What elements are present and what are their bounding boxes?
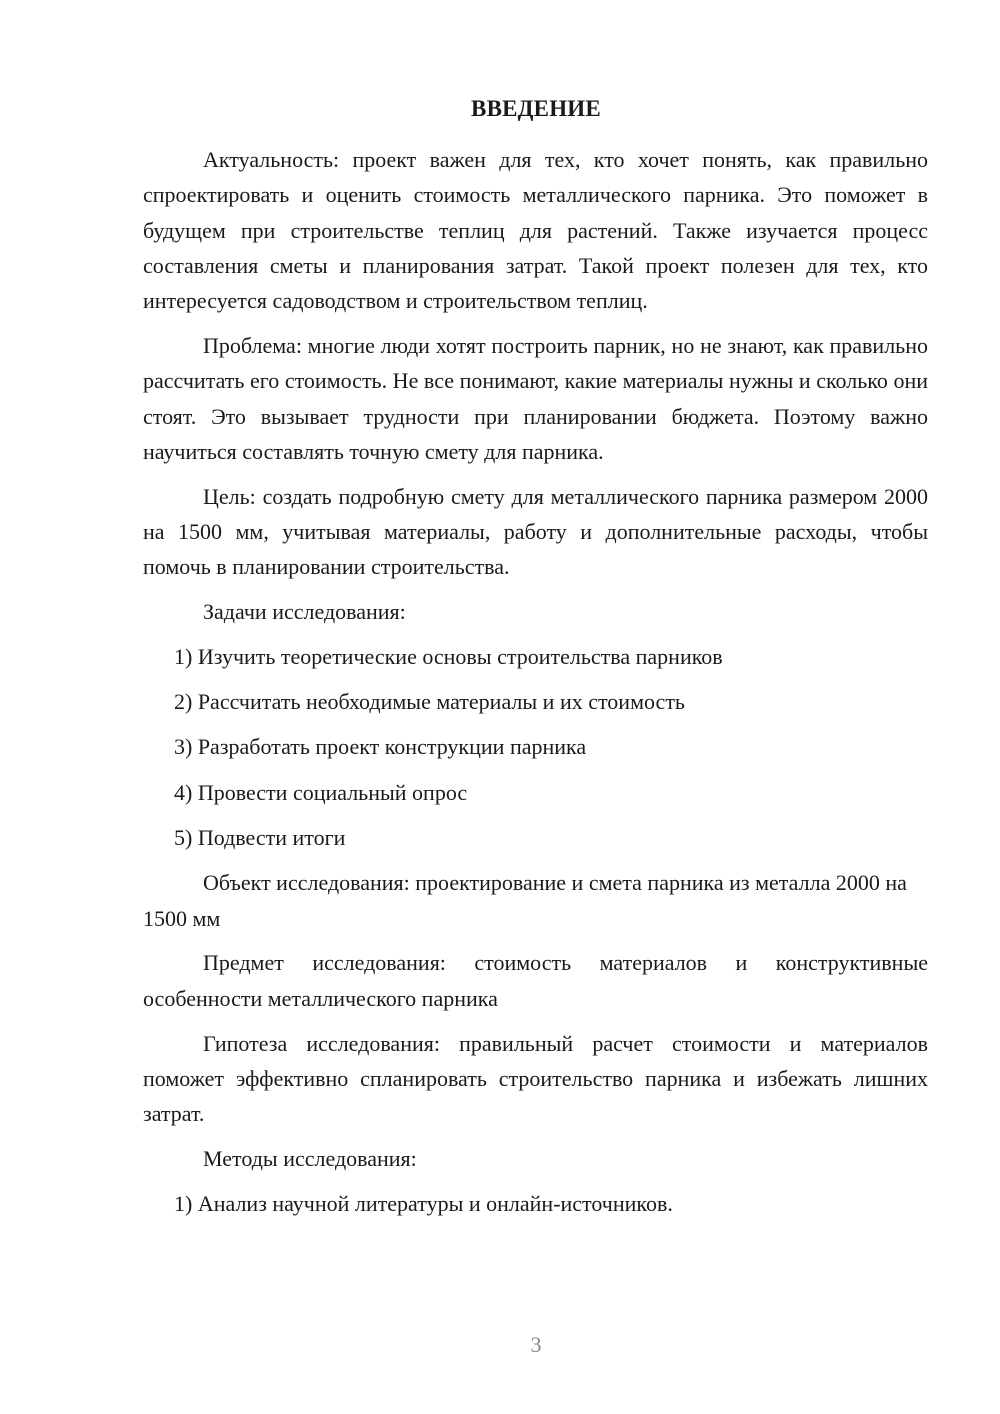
task-item: 2) Рассчитать необходимые материалы и их стоимость — [174, 689, 685, 715]
task-item: 1) Изучить теоретические основы строительства парников — [174, 643, 723, 669]
object-paragraph: Объект исследования: проектирование и смета парника из металла 2000 на 1500 мм — [143, 870, 907, 931]
problem-paragraph: Проблема: многие люди хотят построить парник, но не знают, как правильно рассчитать его стоимость. Не все понимают, какие материалы нужны и сколько они стоят. Это вызывает трудности при планировании бюджета. Поэтому важно научиться составлять точную смету для парника. — [143, 332, 928, 464]
tasks-title: Задачи исследования: — [203, 599, 406, 625]
task-item: 5) Подвести итоги — [174, 825, 346, 851]
task-item: 3) Разработать проект конструкции парника — [174, 734, 587, 760]
method-item: 1) Анализ научной литературы и онлайн-источников. — [174, 1190, 673, 1216]
methods-title: Методы исследования: — [203, 1145, 417, 1171]
page-number: 3 — [530, 1332, 542, 1357]
goal-paragraph: Цель: создать подробную смету для металлического парника размером 2000 на 1500 мм, учитывая материалы, работу и дополнительные расходы, чтобы помочь в планировании строительства. — [143, 483, 928, 580]
relevance-paragraph: Актуальность: проект важен для тех, кто хочет понять, как правильно спроектировать и оценить стоимость металлического парника. Это поможет в будущем при строительстве теплиц для растений. Также изучается процесс составления сметы и планирования затрат. Такой проект полезен для тех, кто интересуется садоводством и строительством теплиц. — [143, 147, 928, 314]
section-heading: ВВЕДЕНИЕ — [471, 96, 601, 121]
hypothesis-paragraph: Гипотеза исследования: правильный расчет стоимости и материалов поможет эффективно спланировать строительство парника и избежать лишних затрат. — [143, 1030, 928, 1127]
subject-paragraph: Предмет исследования: стоимость материалов и конструктивные особенности металлического парника — [143, 950, 928, 1011]
task-item: 4) Провести социальный опрос — [174, 779, 468, 805]
page-content — [143, 142, 928, 1231]
